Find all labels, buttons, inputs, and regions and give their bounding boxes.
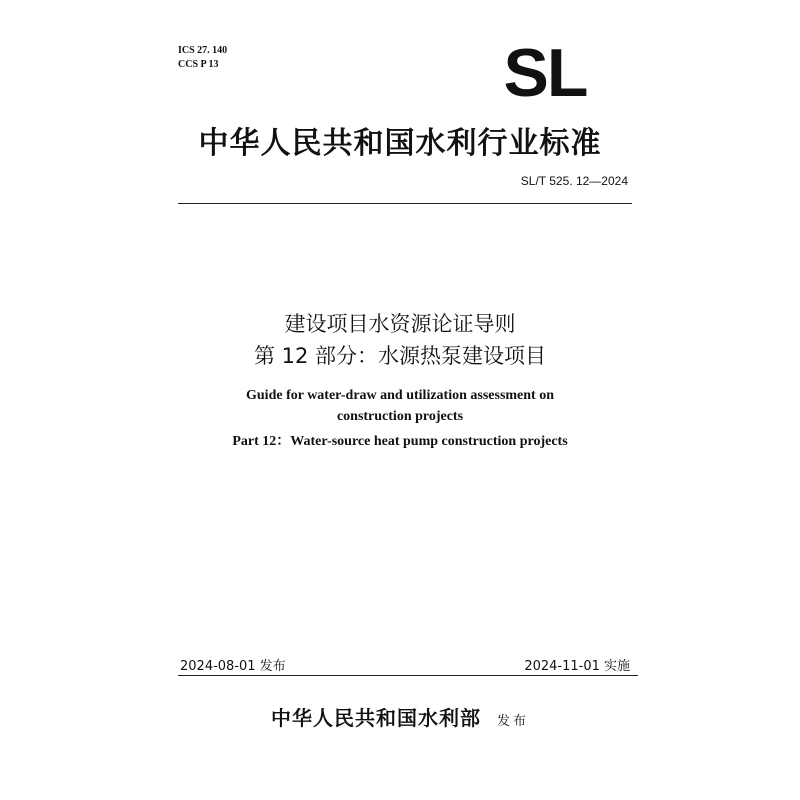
title-en-line3: Part 12：Water-source heat pump construction projects (232, 434, 568, 449)
bottom-divider (178, 675, 638, 676)
title-cn-line2: 第 12 部分：水源热泵建设项目 (253, 344, 547, 368)
ics-code: ICS 27. 140 (178, 45, 228, 56)
publisher-name: 中华人民共和国水利部 (270, 706, 481, 730)
implementation-date: 2024-11-01 实施 (524, 659, 630, 674)
top-divider (178, 203, 632, 204)
sl-logo-text: SL (503, 40, 587, 106)
issue-date: 2024-08-01 发布 (180, 659, 286, 674)
classification-codes (178, 44, 227, 72)
standard-number: SL/T 525. 12—2024 (520, 174, 628, 188)
title-en-line2: construction projects (336, 409, 464, 424)
publisher-label: 发布 (496, 714, 529, 729)
title-cn-line1: 建设项目水资源论证导则 (284, 312, 516, 336)
ccs-code: CCS P 13 (178, 59, 219, 70)
sl-logo-mark (490, 40, 600, 106)
title-en-line1: Guide for water-draw and utilization assessment on (246, 388, 554, 403)
publisher-line (0, 702, 800, 731)
sl-logo (490, 40, 600, 106)
main-title: 中华人民共和国水利行业标准 (198, 126, 602, 161)
